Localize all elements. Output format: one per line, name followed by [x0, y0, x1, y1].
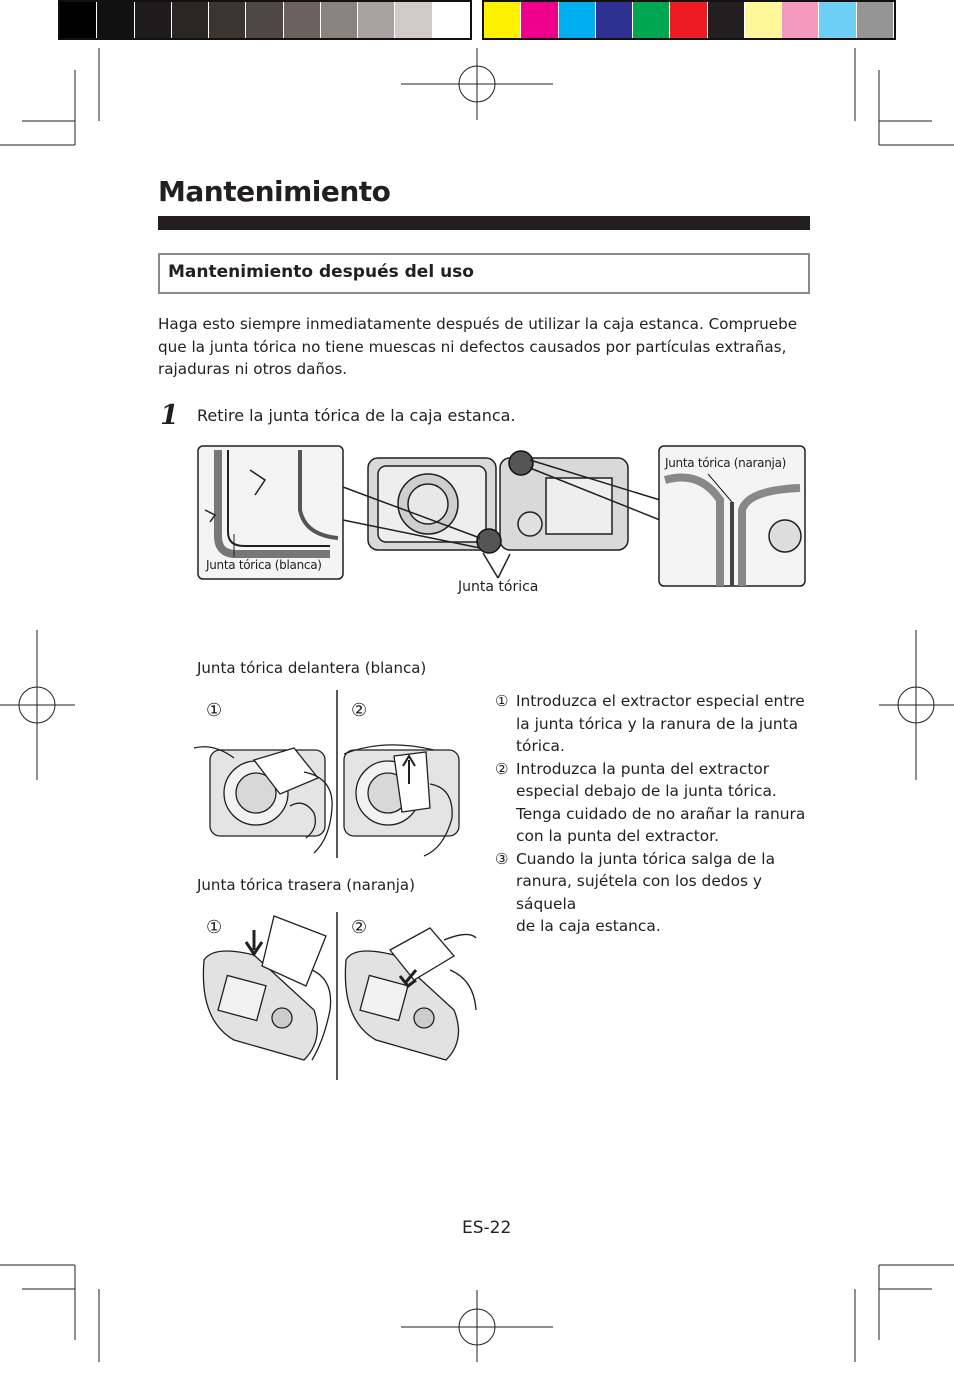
rear-marker-1: ①	[206, 917, 223, 938]
page-title: Mantenimiento	[158, 175, 391, 208]
intro-line: que la junta tórica no tiene muescas ni defectos causados por partículas extrañas,	[158, 337, 787, 356]
page-number: ES-22	[462, 1218, 512, 1238]
front-marker-2: ②	[351, 700, 368, 721]
rear-marker-2: ②	[351, 917, 368, 938]
front-oring-caption: Junta tórica delantera (blanca)	[197, 659, 427, 677]
section-title: Mantenimiento después del uso	[168, 262, 474, 282]
instruction-line: Tenga cuidado de no arañar la ranura	[516, 804, 806, 823]
title-rule	[158, 216, 810, 230]
intro-line: rajaduras ni otros daños.	[158, 360, 348, 378]
instruction-line: la junta tórica y la ranura de la junta	[516, 714, 799, 733]
rear-oring-removal-illustration	[194, 910, 484, 1080]
instruction-line: Introduzca el extractor especial entre	[516, 692, 805, 710]
label-oring-center: Junta tórica	[458, 579, 539, 595]
intro-line: Haga esto siempre inmediatamente después de utilizar la caja estanca. Compruebe	[158, 315, 798, 333]
instruction-line: Introduzca la punta del extractor	[516, 759, 770, 778]
front-marker-1: ①	[206, 700, 223, 721]
instruction-item	[495, 848, 815, 938]
intro-paragraph	[158, 313, 798, 381]
housing-overview-illustration	[0, 440, 954, 640]
instruction-text	[516, 758, 805, 848]
rear-oring-caption: Junta tórica trasera (naranja)	[197, 876, 415, 894]
step-number: 1	[160, 400, 179, 431]
instruction-line: de la caja estanca.	[516, 917, 661, 935]
step-text: Retire la junta tórica de la caja estanca.	[197, 406, 516, 425]
label-orange-oring: Junta tórica (naranja)	[665, 456, 787, 470]
instruction-list	[495, 690, 815, 938]
instruction-item	[495, 758, 815, 848]
instruction-number: ③	[495, 849, 509, 868]
instruction-line: tórica.	[516, 737, 565, 755]
instruction-number: ②	[495, 759, 509, 778]
instruction-number: ①	[495, 692, 509, 710]
instruction-item	[495, 690, 815, 758]
front-oring-removal-illustration	[194, 688, 484, 858]
instruction-line: especial debajo de la junta tórica.	[516, 782, 777, 800]
instruction-line: con la punta del extractor.	[516, 827, 719, 845]
instruction-text	[516, 848, 815, 938]
instruction-line: Cuando la junta tórica salga de la	[516, 849, 776, 868]
instruction-line: ranura, sujétela con los dedos y sáquela	[516, 872, 763, 913]
instruction-text	[516, 690, 805, 758]
label-white-oring: Junta tórica (blanca)	[206, 558, 322, 572]
